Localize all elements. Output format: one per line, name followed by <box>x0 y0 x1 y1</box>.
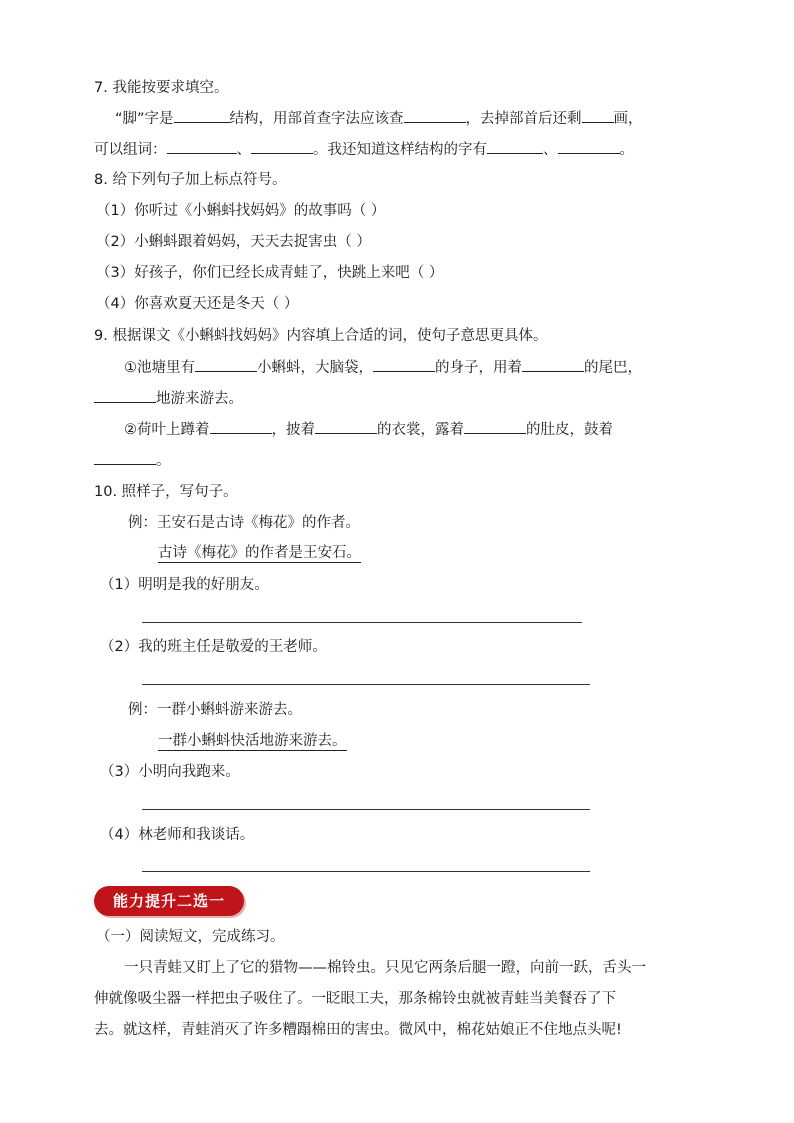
q10-answer-line-2[interactable] <box>142 684 590 685</box>
q8-item-3[interactable]: （3）好孩子，你们已经长成青蛙了，快跳上来吧（ ） <box>96 265 444 281</box>
q7-text-g: 。我还知道这样结构的字有 <box>313 142 487 158</box>
q7-blank-radical[interactable] <box>404 108 466 123</box>
q9-s1-text-a: ①池塘里有 <box>124 360 195 376</box>
q8-item-1[interactable]: （1）你听过《小蝌蚪找妈妈》的故事吗（ ） <box>96 203 386 219</box>
q10-example-2-answer <box>158 731 347 751</box>
q10-title: 10. 照样子，写句子。 <box>94 484 238 500</box>
q9-s1-text-b: 小蝌蚪，大脑袋， <box>257 360 373 376</box>
q7-line1 <box>115 108 643 129</box>
q10-example-2: 例：一群小蝌蚪游来游去。 <box>128 702 302 718</box>
q7-text-b: 结构，用部首查字法应该查 <box>229 111 404 127</box>
q9-s1-text-c: 的身子，用着 <box>435 360 522 376</box>
q10-item-4: （4）林老师和我谈话。 <box>100 827 255 843</box>
q7-text-a: “脚”字是 <box>115 111 174 127</box>
q9-blank-5[interactable] <box>210 419 272 434</box>
q10-answer-line-1[interactable] <box>142 622 582 623</box>
q9-sentence2-cont <box>94 450 171 471</box>
q9-blank-6[interactable] <box>315 419 377 434</box>
q10-answer-line-4[interactable] <box>142 871 590 872</box>
q9-s1-text-d: 的尾巴， <box>584 360 642 376</box>
q9-sentence1 <box>124 357 642 378</box>
q10-item-3: （3）小明向我跑来。 <box>100 764 240 780</box>
q9-s2-text-e: 。 <box>156 453 171 469</box>
q7-text-c: ，去掉部首后还剩 <box>465 111 582 127</box>
q8-item-4[interactable]: （4）你喜欢夏天还是冬天（ ） <box>96 296 299 312</box>
q9-sentence2 <box>124 419 613 440</box>
reading-subtitle: （一）阅读短文，完成练习。 <box>96 929 285 945</box>
q10-item-1: （1）明明是我的好朋友。 <box>100 577 269 593</box>
q9-s2-text-c: 的衣裳，露着 <box>377 422 464 438</box>
q10-answer-line-3[interactable] <box>142 809 590 810</box>
q10-example-1-answer <box>158 543 361 563</box>
q9-s2-text-a: ②荷叶上蹲着 <box>124 422 210 438</box>
q10-item-2: （2）我的班主任是敬爱的王老师。 <box>100 639 327 655</box>
q9-blank-4[interactable] <box>94 388 156 403</box>
q9-blank-2[interactable] <box>373 357 435 372</box>
q7-blank-char2[interactable] <box>558 139 620 154</box>
q9-blank-8[interactable] <box>94 450 156 465</box>
q8-title: 8. 给下列句子加上标点符号。 <box>94 172 287 188</box>
q7-title: 7. 我能按要求填空。 <box>94 80 229 96</box>
q9-blank-1[interactable] <box>195 357 257 372</box>
q9-s1-text-e: 地游来游去。 <box>156 391 243 407</box>
q7-blank-word1[interactable] <box>167 139 237 154</box>
q9-s2-text-b: ，披着 <box>271 422 315 438</box>
q7-line2 <box>94 139 634 160</box>
q9-sentence1-cont <box>94 388 243 409</box>
section-badge: 能力提升二选一 <box>94 886 244 916</box>
q7-blank-char1[interactable] <box>487 139 543 154</box>
q9-blank-7[interactable] <box>464 419 526 434</box>
q9-title: 9. 根据课文《小蝌蚪找妈妈》内容填上合适的词，使句子意思更具体。 <box>94 328 548 344</box>
q7-text-e: 可以组词： <box>94 142 167 158</box>
q7-text-f: 、 <box>236 142 251 158</box>
q10-example-2-answer-text: 一群小蝌蚪快活地游来游去。 <box>158 733 347 749</box>
q9-blank-3[interactable] <box>522 357 584 372</box>
passage-line-2: 伸就像吸尘器一样把虫子吸住了。一眨眼工夫，那条棉铃虫就被青蛙当美餐吞了下 <box>94 991 616 1007</box>
q7-blank-word2[interactable] <box>251 139 313 154</box>
q10-example-1-answer-text: 古诗《梅花》的作者是王安石。 <box>158 545 361 561</box>
passage-line-1: 一只青蛙又盯上了它的猎物——棉铃虫。只见它两条后腿一蹬，向前一跃，舌头一 <box>124 960 646 976</box>
q9-s2-text-d: 的肚皮，鼓着 <box>526 422 613 438</box>
passage-line-3: 去。就这样，青蛙消灭了许多糟蹋棉田的害虫。微风中，棉花姑娘正不住地点头呢! <box>94 1022 622 1038</box>
q8-item-2[interactable]: （2）小蝌蚪跟着妈妈，天天去捉害虫（ ） <box>96 234 371 250</box>
q7-text-d: 画， <box>613 111 643 127</box>
q10-example-1: 例：王安石是古诗《梅花》的作者。 <box>128 515 360 531</box>
q7-blank-strokes[interactable] <box>582 108 614 123</box>
q7-text-h: 、 <box>543 142 558 158</box>
q7-text-i: 。 <box>619 142 634 158</box>
q7-blank-structure[interactable] <box>174 108 230 123</box>
